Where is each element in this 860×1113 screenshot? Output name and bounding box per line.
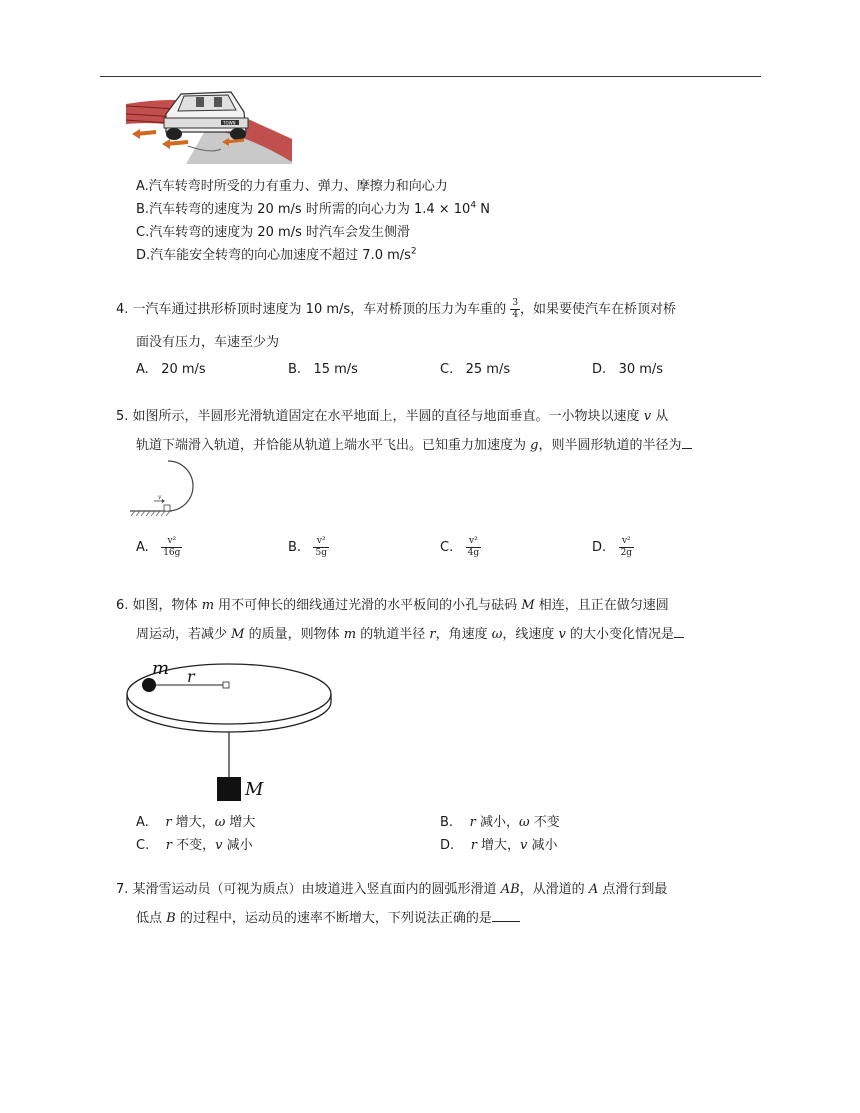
frac-den: 16g <box>163 548 181 558</box>
var-v: v <box>643 409 652 424</box>
q5-option-c <box>440 536 481 559</box>
option-var: v <box>215 838 223 853</box>
option-var: v <box>520 838 528 853</box>
car-turning-figure <box>126 84 292 164</box>
q3-option-c <box>136 221 410 240</box>
option-letter: B. <box>288 362 302 377</box>
option-var: ω <box>214 815 226 830</box>
option-text: 减小， <box>475 815 519 830</box>
q7-line1 <box>116 880 667 900</box>
option-letter: A. <box>136 179 149 194</box>
question-text: 低点 <box>136 911 163 926</box>
q3-option-d <box>136 244 417 263</box>
answer-blank <box>682 436 692 449</box>
question-number: 6. <box>116 598 129 613</box>
q7-line2 <box>136 909 520 929</box>
question-text: 轨道下端滑入轨道，并恰能从轨道上端水平飞出。已知重力加速度为 <box>136 438 527 453</box>
option-sup: 4 <box>470 200 477 211</box>
question-number: 7. <box>116 882 129 897</box>
q6-option-c <box>136 834 253 853</box>
option-letter: D. <box>440 838 455 853</box>
q5-option-a <box>136 536 182 559</box>
q4-option-c <box>440 362 510 377</box>
frac-num: v² <box>161 536 182 548</box>
var-m: m <box>201 598 215 613</box>
option-text: 减小 <box>222 838 253 853</box>
option-text: 汽车能安全转弯的向心加速度不超过 7.0 m/s <box>150 248 411 263</box>
q6-option-d <box>440 834 558 853</box>
answer-blank <box>492 909 520 922</box>
frac-num: v² <box>619 536 635 548</box>
q6-line1 <box>116 596 669 616</box>
option-letter: C. <box>440 540 454 555</box>
semicircle-track-figure <box>128 458 208 522</box>
option-var: r <box>470 838 477 853</box>
frac-num: v² <box>313 536 329 548</box>
option-text: 不变 <box>529 815 560 830</box>
q4-option-b <box>288 362 358 377</box>
option-var: ω <box>518 815 530 830</box>
option-text: 增大 <box>225 815 256 830</box>
option-letter: B. <box>288 540 302 555</box>
q6-line2 <box>136 625 684 645</box>
option-text: 不变， <box>171 838 216 853</box>
var-A: A <box>588 882 599 897</box>
option-text: 20 m/s <box>161 362 206 377</box>
question-text: 用不可伸长的细线通过光滑的水平板间的小孔与砝码 <box>218 598 518 613</box>
option-text: 增大， <box>476 838 521 853</box>
var-M: M <box>521 598 535 613</box>
q5-option-b <box>288 536 329 559</box>
q4-option-a <box>136 362 206 377</box>
option-text: 汽车转弯时所受的力有重力、弹力、摩擦力和向心力 <box>148 179 448 194</box>
question-text: 如图，物体 <box>132 598 198 613</box>
question-number: 4. <box>116 302 129 317</box>
question-text: 相连，且正在做匀速圆 <box>538 598 669 613</box>
question-number: 5. <box>116 409 129 424</box>
mass-m-label: m <box>152 658 170 679</box>
question-text: 的质量，则物体 <box>248 627 340 642</box>
q4-option-d <box>592 362 663 377</box>
option-text: 25 m/s <box>465 362 511 377</box>
frac-den: 5g <box>315 548 327 558</box>
option-letter: D. <box>136 248 151 263</box>
option-text: 增大， <box>171 815 215 830</box>
option-text: 15 m/s <box>313 362 358 377</box>
question-text: 点滑行到最 <box>602 882 668 897</box>
var-omega: ω <box>491 627 503 642</box>
frac-den: 4g <box>467 548 480 558</box>
option-text: 汽车转弯的速度为 20 m/s 时所需的向心力为 1.4 × 10 <box>149 202 471 217</box>
mass-M-label: M <box>245 779 264 800</box>
question-text: 一汽车通过拱形桥顶时速度为 10 m/s，车对桥顶的压力为车重的 <box>132 302 507 317</box>
question-text: ，则半圆形轨道的半径为 <box>538 438 682 453</box>
var-m: m <box>343 627 357 642</box>
option-letter: A. <box>136 362 149 377</box>
var-r: r <box>429 627 436 642</box>
frac-num: v² <box>466 536 482 548</box>
car-plate-text: TOWN <box>223 120 236 126</box>
var-AB: AB <box>500 882 520 897</box>
option-var: r <box>469 815 476 830</box>
option-letter: B. <box>136 202 150 217</box>
q4-line2 <box>136 333 279 353</box>
q5-line1 <box>116 407 668 427</box>
question-text: ，角速度 <box>435 627 488 642</box>
question-text: 的轨道半径 <box>360 627 426 642</box>
option-letter: D. <box>592 540 607 555</box>
q5-line2 <box>136 436 692 456</box>
option-letter: C. <box>136 225 150 240</box>
frac-den: 2g <box>620 548 633 558</box>
option-letter: C. <box>440 362 454 377</box>
question-text: 周运动，若减少 <box>136 627 228 642</box>
option-text: 汽车转弯的速度为 20 m/s 时汽车会发生侧滑 <box>149 225 410 240</box>
question-text: 从 <box>655 409 669 424</box>
question-text: ，如果要使汽车在桥顶对桥 <box>520 302 677 317</box>
var-v: v <box>558 627 566 642</box>
rotating-disk-figure <box>124 652 334 804</box>
option-letter: A. <box>136 815 149 830</box>
option-var: r <box>165 838 172 853</box>
velocity-label: v <box>158 494 162 501</box>
option-tail: N <box>476 202 490 217</box>
option-var: r <box>165 815 172 830</box>
q3-option-b <box>136 198 490 217</box>
var-B: B <box>166 911 176 926</box>
question-text: 某滑雪运动员（可视为质点）由坡道进入竖直面内的圆弧形滑道 <box>132 882 497 897</box>
question-text: 如图所示，半圆形光滑轨道固定在水平地面上，半圆的直径与地面垂直。一小物块以速度 <box>132 409 640 424</box>
option-text: 30 m/s <box>618 362 664 377</box>
answer-blank <box>674 625 684 638</box>
option-letter: D. <box>592 362 607 377</box>
q5-option-d <box>592 536 634 559</box>
fraction-three-quarters <box>510 298 520 321</box>
option-letter: A. <box>136 540 149 555</box>
frac-num: 3 <box>512 298 519 308</box>
header-rule <box>100 76 761 77</box>
var-M: M <box>231 627 245 642</box>
option-text: 减小 <box>527 838 558 853</box>
question-text: ，线速度 <box>502 627 555 642</box>
question-text: 的过程中，运动员的速率不断增大，下列说法正确的是 <box>179 911 492 926</box>
option-letter: B. <box>440 815 454 830</box>
q6-option-a <box>136 811 255 830</box>
option-letter: C. <box>136 838 150 853</box>
q3-option-a <box>136 175 448 194</box>
question-text: 面没有压力，车速至少为 <box>136 335 280 350</box>
frac-den: 4 <box>512 310 519 320</box>
question-text: 的大小变化情况是 <box>570 627 675 642</box>
q6-option-b <box>440 811 560 830</box>
var-g: g <box>530 438 539 453</box>
question-text: ，从滑道的 <box>519 882 585 897</box>
q4-line1 <box>116 298 676 321</box>
radius-r-label: r <box>187 667 195 686</box>
option-sup: 2 <box>410 246 417 257</box>
